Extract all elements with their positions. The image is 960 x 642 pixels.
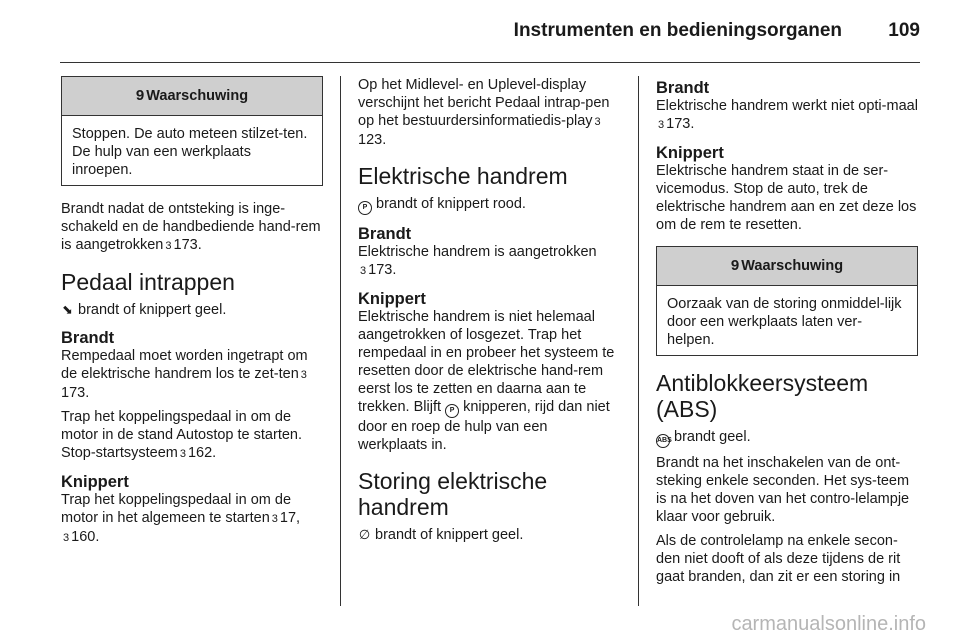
section-title: Pedaal intrappen [61,269,235,295]
ref-arrow-icon: 3 [63,532,70,544]
warning-body: Stoppen. De auto meteen stilzet-ten. De hulp van een werkplaats inroepen. [72,126,308,178]
page-ref-link[interactable]: 17, [279,510,301,526]
paragraph: Op het Midlevel- en Uplevel-display verschijnt het bericht Pedaal intrap-pen op het bestuurdersinformatiedis-play 3123. [358,77,610,148]
column-3 [656,76,918,592]
ref-arrow-icon: 3 [165,240,172,252]
header-divider [60,62,920,63]
warning-triangle-icon: 9 [135,87,145,104]
indicator-line: ∅ brandt of knippert geel. [358,527,524,543]
warning-header [62,77,322,116]
column-2 [358,76,620,550]
page-ref-link[interactable]: 160. [71,529,100,545]
paragraph: Trap het koppelingspedaal in om de motor in de stand Autostop te starten. Stop-startsysteem 3 162. [61,409,303,461]
warning-title: Waarschuwing [146,88,249,104]
page-number: 109 [888,20,920,41]
paragraph: Brandt nadat de ontsteking is inge-schakeld en de handbediende hand-rem is aangetrokken 3 173. [61,201,321,253]
paragraph: Trap het koppelingspedaal in om de motor in het algemeen te starten 3 17, 3 160. [61,492,301,545]
ref-arrow-icon: 3 [360,265,367,277]
page-ref-link[interactable]: 173. [61,385,90,401]
section-title: Antiblokkeersysteem (ABS) [656,370,869,422]
paragraph: Als de controlelamp na enkele secon-den niet dooft of als deze tijdens de rit gaat branden, dan zit er een storing in [656,533,901,585]
column-1 [61,76,323,553]
column-divider [638,76,639,606]
paragraph: Elektrische handrem is aangetrokken 3 173. [358,244,597,278]
ref-arrow-icon: 3 [271,513,278,525]
warning-header [657,247,917,286]
section-title: Elektrische handrem [358,163,568,189]
handbrake-icon: P [358,201,372,215]
indicator-line: P brandt of knippert rood. [358,195,620,215]
handbrake-icon: P [445,404,459,418]
page-ref-link[interactable]: 173. [173,237,202,253]
section-title: Storing elektrische handrem [358,468,548,520]
page-ref-link[interactable]: 173. [368,262,397,278]
indicator-line: ABS brandt geel. [656,428,918,448]
paragraph: Elektrische handrem staat in de ser-vicemodus. Stop de auto, trek de elektrische handrem aan en zet deze los om de rem te resetten. [656,163,917,233]
page-ref-link[interactable]: 162. [187,445,217,461]
subheading: Knippert [656,144,724,162]
handbrake-fault-icon: ∅ [358,527,371,542]
abs-icon: ABS [656,434,670,448]
subheading: Knippert [358,290,426,308]
page-ref-link[interactable]: 173. [666,116,695,132]
ref-arrow-icon: 3 [658,119,665,131]
page-ref-link[interactable]: 123. [358,132,387,148]
ref-arrow-icon: 3 [594,116,601,128]
column-divider [340,76,341,606]
subheading: Knippert [61,473,129,491]
subheading: Brandt [656,79,710,97]
paragraph: Rempedaal moet worden ingetrapt om de elektrische handrem los te zet-ten 3173. [61,348,308,401]
subheading: Brandt [358,225,412,243]
pedal-icon: ⬊ [62,302,73,317]
paragraph: Elektrische handrem is niet helemaal aangetrokken of losgezet. Trap het rempedaal in en probeer het systeem te resetten door de elektrische hand-rem eerst los te zetten en daarna aan te trekken. Blijft P knipperen, rijd dan niet door en roep de hulp van een werkplaats in. [358,309,615,453]
warning-triangle-icon: 9 [730,257,740,274]
indicator-line: ⬊ brandt of knippert geel. [62,302,227,318]
warning-box [61,76,323,186]
ref-arrow-icon: 3 [179,448,186,460]
watermark: carmanualsonline.info [731,613,926,635]
subheading: Brandt [61,329,115,347]
paragraph: Elektrische handrem werkt niet opti-maal3 173. [656,98,918,132]
page-header-title: Instrumenten en bedieningsorganen [513,20,842,41]
warning-title: Waarschuwing [741,258,844,274]
paragraph: Brandt na het inschakelen van de ont-steking enkele seconden. Het sys-teem is na het doven van het contro-lelampje klaar voor gebruik. [656,455,910,525]
warning-body: Oorzaak van de storing onmiddel-lijk door een werkplaats laten ver-helpen. [667,296,902,348]
ref-arrow-icon: 3 [300,369,307,381]
warning-box [656,246,918,356]
